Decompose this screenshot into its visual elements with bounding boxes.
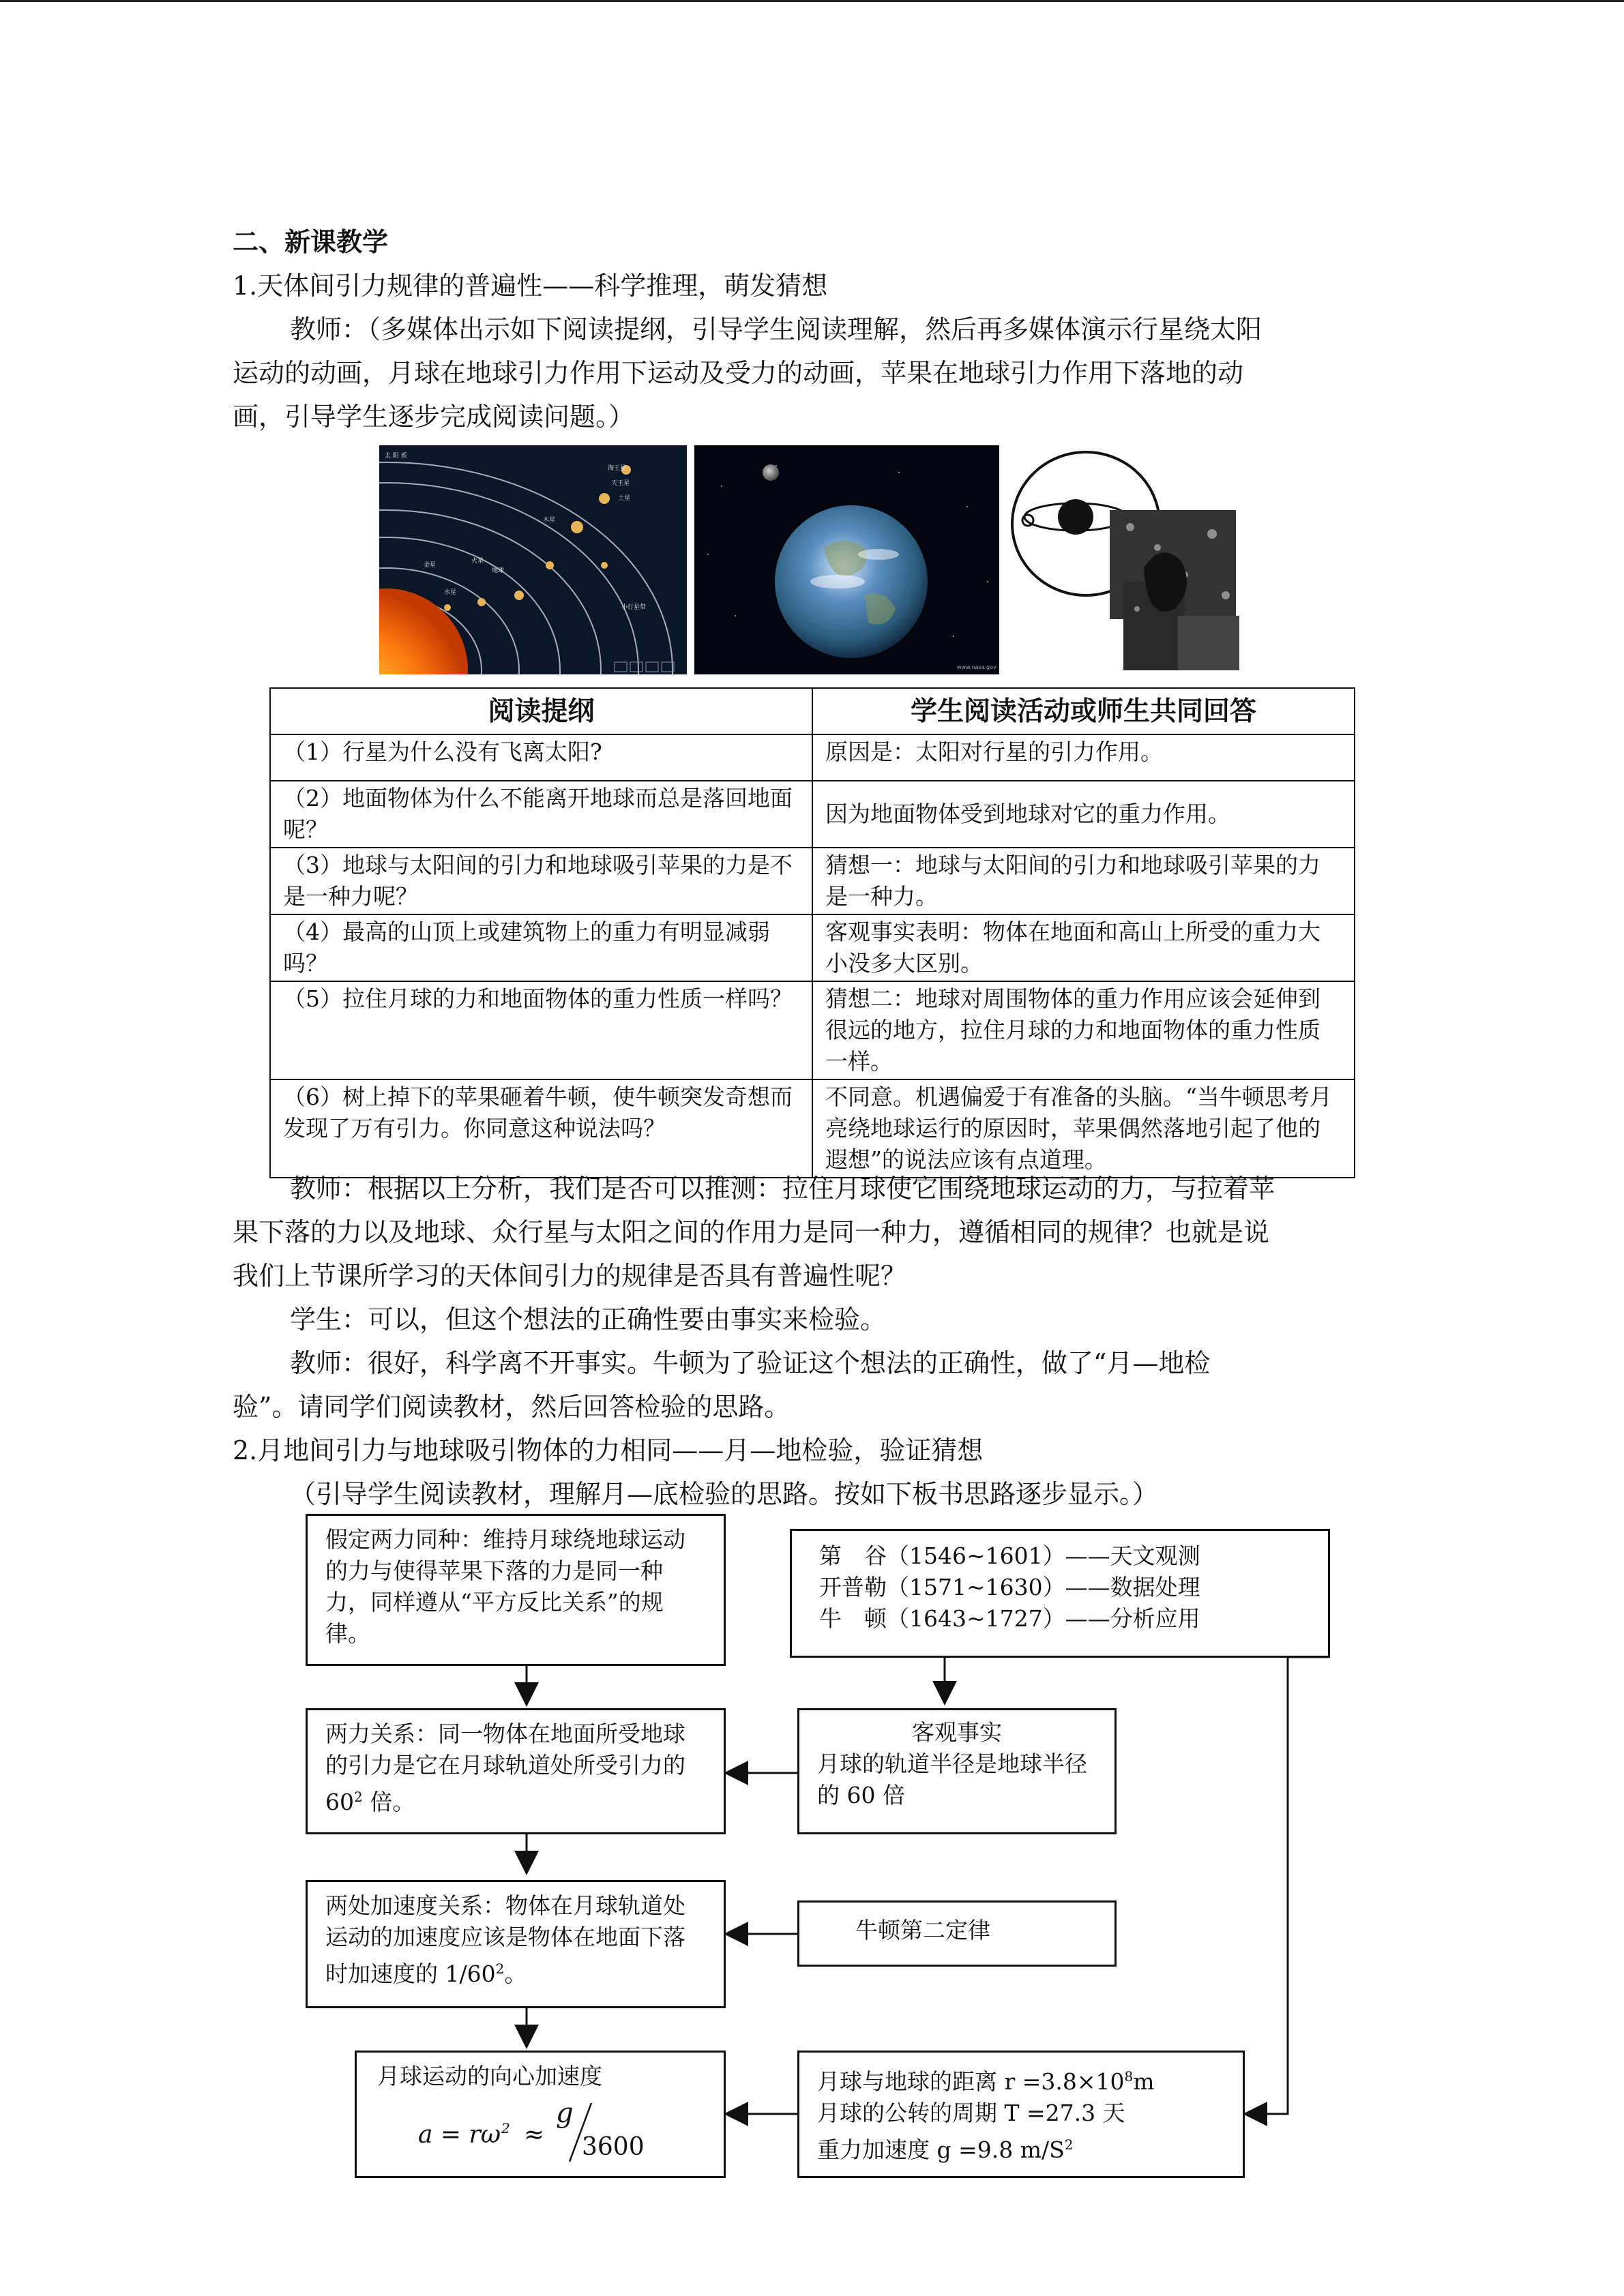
planet-label: 水星: [444, 589, 457, 596]
section1-title: 1.天体间引力规律的普遍性——科学推理，萌发猜想: [233, 271, 828, 301]
formula-lhs: a = rω: [418, 2121, 501, 2149]
force-relation-suffix: 倍。: [362, 1789, 415, 1815]
planet-label: 金星: [424, 562, 437, 569]
formula-numerator: g: [556, 2098, 574, 2129]
distance-unit: m: [1133, 2068, 1155, 2095]
data-gravity: [817, 2129, 1225, 2166]
scientist-line: 牛 顿（1643~1727）——分析应用: [819, 1605, 1200, 1632]
exponent: 2: [1064, 2136, 1074, 2153]
planet-label: 木星: [543, 517, 556, 524]
answer-cell: 猜想一：地球与太阳间的引力和地球吸引苹果的力是一种力。: [812, 848, 1355, 914]
heading: 二、新课教学: [233, 226, 389, 257]
centripetal-formula: [377, 2092, 703, 2167]
question-cell: （1）行星为什么没有飞离太阳?: [270, 734, 812, 781]
data-distance: [817, 2061, 1225, 2098]
intro-line-3: 画，引导学生逐步完成阅读问题。）: [233, 402, 635, 432]
image-credit: www.nasa.gov: [957, 664, 996, 670]
flow-box-scientists: [790, 1529, 1330, 1658]
after-line-6: 验”。请同学们阅读教材，然后回答检验的思路。: [233, 1392, 791, 1422]
newton-law-text: 牛顿第二定律: [855, 1917, 990, 1943]
acceleration-relation-text: 两处加速度关系：物体在月球轨道处运动的加速度应该是物体在地面下落时加速度的 1/60: [325, 1892, 685, 1987]
scientist-line: 第 谷（1546~1601）——天文观测: [819, 1542, 1200, 1569]
planet-label: 小行星带: [621, 604, 647, 611]
flow-box-centripetal: [355, 2051, 726, 2178]
data-period: 月球的公转的周期 T =27.3 天: [817, 2100, 1125, 2126]
formula-exponent: 2: [501, 2120, 510, 2136]
formula-denominator: 3600: [582, 2133, 645, 2161]
flow-box-acceleration-relation: [306, 1880, 726, 2008]
distance-text: 月球与地球的距离 r =3.8×10: [817, 2068, 1125, 2095]
flow-box-fact: [797, 1708, 1117, 1834]
fact-title: 客观事实: [912, 1719, 1002, 1746]
formula-approx: ≈: [524, 2121, 545, 2149]
column-header-answer: 学生阅读活动或师生共同回答: [812, 688, 1355, 734]
scientist-line: 开普勒（1571~1630）——数据处理: [819, 1574, 1200, 1600]
planet-label: 土星: [618, 495, 631, 502]
exponent: 2: [354, 1789, 363, 1805]
question-cell: （6）树上掉下的苹果砸着牛顿，使牛顿突发奇想而发现了万有引力。你同意这种说法吗？: [270, 1079, 812, 1178]
answer-cell: 因为地面物体受到地球对它的重力作用。: [812, 781, 1355, 848]
section2-intro: （引导学生阅读教材，理解月—底检验的思路。按如下板书思路逐步显示。）: [290, 1479, 1159, 1509]
answer-cell: 客观事实表明：物体在地面和高山上所受的重力大小没多大区别。: [812, 914, 1355, 981]
question-cell: （3）地球与太阳间的引力和地球吸引苹果的力是不是一种力呢？: [270, 848, 812, 914]
exponent: 2: [495, 1960, 505, 1977]
planet-label: 火星: [471, 558, 484, 565]
intro-line-2: 运动的动画，月球在地球引力作用下运动及受力的动画，苹果在地球引力作用下落地的动: [233, 358, 1244, 388]
after-line-3: 我们上节课所学习的天体间引力的规律是否具有普遍性呢？: [233, 1261, 907, 1291]
acceleration-relation-suffix: 。: [504, 1960, 527, 1987]
gravity-text: 重力加速度 g =9.8 m/S: [817, 2136, 1065, 2163]
column-header-outline: 阅读提纲: [270, 688, 812, 734]
fact-body: 月球的轨道半径是地球半径的 60 倍: [817, 1750, 1087, 1808]
planet-label: 海王星: [608, 465, 627, 472]
planet-label: 天王星: [611, 480, 630, 487]
answer-cell: 猜想二：地球对周围物体的重力作用应该会延伸到很远的地方，拉住月球的力和地面物体的重力性质一样。: [812, 981, 1355, 1079]
question-cell: （2）地面物体为什么不能离开地球而总是落回地面呢？: [270, 781, 812, 848]
intro-line-1: 教师：（多媒体出示如下阅读提纲，引导学生阅读理解，然后再多媒体演示行星绕太阳: [290, 314, 1263, 344]
after-line-5: 教师：很好，科学离不开事实。牛顿为了验证这个想法的正确性，做了“月—地检: [290, 1348, 1211, 1378]
force-relation-text: 两力关系：同一物体在地面所受地球的引力是它在月球轨道处所受引力的 60: [325, 1720, 685, 1815]
planet-label: 地球: [492, 567, 505, 574]
after-line-1: 教师：根据以上分析，我们是否可以推测：拉住月球使它围绕地球运动的力，与拉着苹: [290, 1174, 1275, 1204]
after-line-4: 学生：可以，但这个想法的正确性要由事实来检验。: [290, 1304, 887, 1335]
exponent: 8: [1124, 2068, 1134, 2085]
flow-box-force-relation: [306, 1708, 726, 1834]
question-cell: （5）拉住月球的力和地面物体的重力性质一样吗？: [270, 981, 812, 1079]
section2-title: 2.月地间引力与地球吸引物体的力相同——月—地检验，验证猜想: [233, 1435, 984, 1465]
solar-system-title: 太 阳 系: [385, 453, 407, 460]
flow-box-data: [797, 2051, 1245, 2178]
question-cell: （4）最高的山顶上或建筑物上的重力有明显减弱吗？: [270, 914, 812, 981]
hypothesis-text: 假定两力同种：维持月球绕地球运动的力与使得苹果下落的力是同一种力，同样遵从“平方反比关系”的规律。: [325, 1526, 685, 1647]
flow-box-hypothesis: [306, 1514, 726, 1666]
after-line-2: 果下落的力以及地球、众行星与太阳之间的作用力是同一种力，遵循相同的规律？也就是说: [233, 1217, 1270, 1247]
flow-box-newton-law: [797, 1900, 1117, 1967]
answer-cell: 原因是：太阳对行星的引力作用。: [812, 734, 1355, 781]
answer-cell: 不同意。机遇偏爱于有准备的头脑。“当牛顿思考月亮绕地球运行的原因时，苹果偶然落地引起了他的遐想”的说法应该有点道理。: [812, 1079, 1355, 1178]
centripetal-title: 月球运动的向心加速度: [377, 2063, 602, 2089]
